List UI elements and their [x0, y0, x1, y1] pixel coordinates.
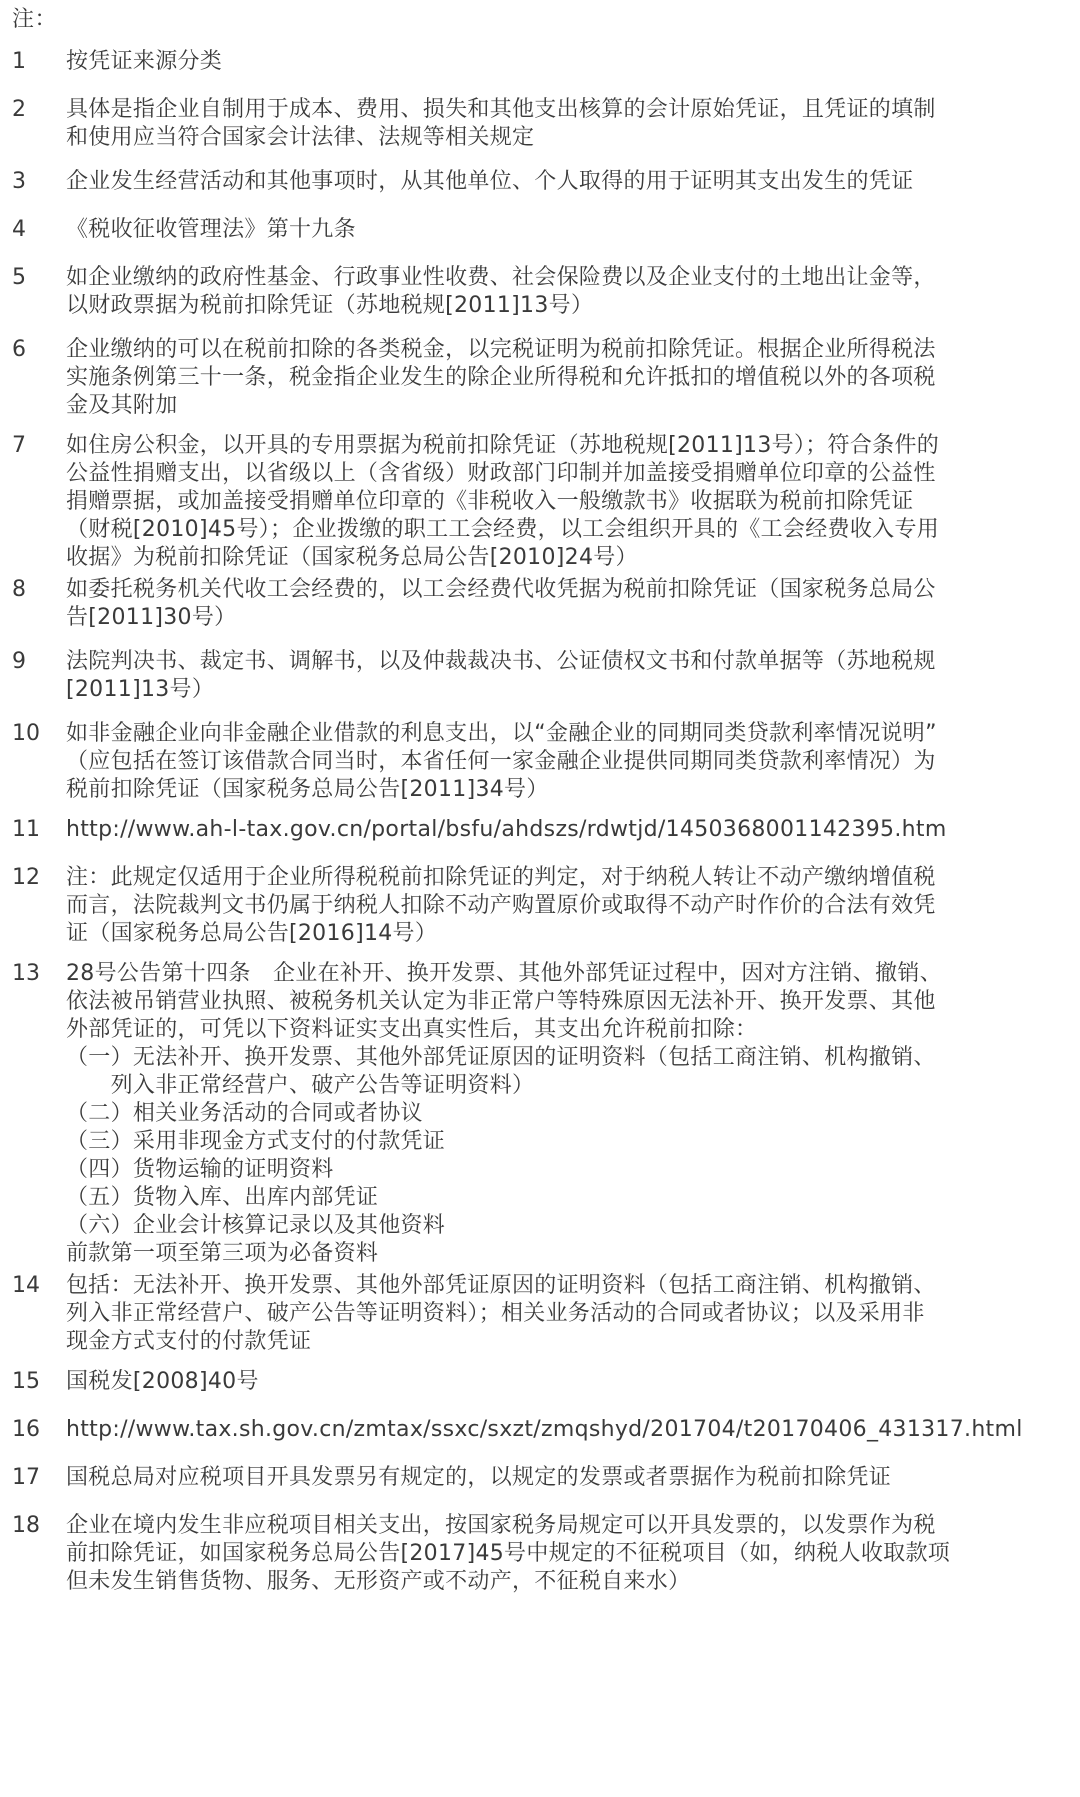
note-text: [66, 864, 1066, 948]
note-text: [66, 576, 1066, 632]
note-text-line: 企业缴纳的可以在税前扣除的各类税金，以完税证明为税前扣除凭证。根据企业所得税法: [66, 337, 936, 362]
note-text-line: 和使用应当符合国家会计法律、法规等相关规定: [66, 125, 535, 150]
note-number: 17: [12, 1465, 40, 1490]
note-item: [0, 168, 1080, 196]
note-text-line: 金及其附加: [66, 393, 178, 418]
note-item: [0, 864, 1080, 948]
note-text-line: [2011]13号）: [66, 677, 215, 702]
note-text-line: 捐赠票据，或加盖接受捐赠单位印章的《非税收入一般缴款书》收据联为税前扣除凭证: [66, 489, 914, 514]
note-item: [0, 48, 1080, 76]
note-text-line: http://www.ah-l-tax.gov.cn/portal/bsfu/ahdszs/rdwtjd/1450368001142395.htm: [66, 817, 947, 842]
note-item: [0, 1368, 1080, 1396]
note-text: [66, 720, 1066, 804]
note-text-line: 国税总局对应税项目开具发票另有规定的，以规定的发票或者票据作为税前扣除凭证: [66, 1465, 892, 1490]
note-number: 3: [12, 169, 26, 194]
note-number: 8: [12, 577, 26, 602]
note-text-line: 如企业缴纳的政府性基金、行政事业性收费、社会保险费以及企业支付的土地出让金等，: [66, 265, 936, 290]
note-item: [0, 1416, 1080, 1444]
note-text-line: 现金方式支付的付款凭证: [66, 1329, 312, 1354]
note-text: [66, 96, 1066, 152]
note-text-line: 收据》为税前扣除凭证（国家税务总局公告[2010]24号）: [66, 545, 638, 570]
note-text-line: 而言，法院裁判文书仍属于纳税人扣除不动产购置原价或取得不动产时作价的合法有效凭: [66, 893, 936, 918]
note-text-line: 如住房公积金，以开具的专用票据为税前扣除凭证（苏地税规[2011]13号）；符合条件的: [66, 433, 940, 458]
note-text-line: （财税[2010]45号）；企业拨缴的职工工会经费，以工会组织开具的《工会经费收入专用: [66, 517, 940, 542]
note-item: [0, 1464, 1080, 1492]
note-text-line: 公益性捐赠支出，以省级以上（含省级）财政部门印制并加盖接受捐赠单位印章的公益性: [66, 461, 936, 486]
note-text-line: （六）企业会计核算记录以及其他资料: [66, 1213, 446, 1238]
note-text-line: 以财政票据为税前扣除凭证（苏地税规[2011]13号）: [66, 293, 594, 318]
note-number: 7: [12, 433, 26, 458]
notes-heading: 注：: [12, 7, 58, 32]
note-text: [66, 1464, 1066, 1492]
note-number: 6: [12, 337, 26, 362]
note-text-line: 依法被吊销营业执照、被税务机关认定为非正常户等特殊原因无法补开、换开发票、其他: [66, 989, 936, 1014]
note-number: 15: [12, 1369, 40, 1394]
note-text-line: 国税发[2008]40号: [66, 1369, 259, 1394]
note-text-line: （一）无法补开、换开发票、其他外部凭证原因的证明资料（包括工商注销、机构撤销、: [66, 1045, 936, 1070]
note-text: [66, 1416, 1066, 1444]
note-item: [0, 432, 1080, 572]
note-text: [66, 1512, 1066, 1596]
note-number: 12: [12, 865, 40, 890]
note-text: [66, 816, 1066, 844]
note-item: [0, 216, 1080, 244]
note-item: [0, 576, 1080, 632]
note-number: 11: [12, 817, 40, 842]
note-text-line: 具体是指企业自制用于成本、费用、损失和其他支出核算的会计原始凭证，且凭证的填制: [66, 97, 936, 122]
note-item: [0, 816, 1080, 844]
note-text-line: 法院判决书、裁定书、调解书，以及仲裁裁决书、公证债权文书和付款单据等（苏地税规: [66, 649, 936, 674]
note-text-line: （应包括在签订该借款合同当时，本省任何一家金融企业提供同期同类贷款利率情况）为: [66, 749, 936, 774]
note-text-line: http://www.tax.sh.gov.cn/zmtax/ssxc/sxzt/zmqshyd/201704/t20170406_431317.html: [66, 1417, 1023, 1442]
note-text-line: 包括：无法补开、换开发票、其他外部凭证原因的证明资料（包括工商注销、机构撤销、: [66, 1273, 936, 1298]
note-text: [66, 432, 1066, 572]
note-text-line: 实施条例第三十一条，税金指企业发生的除企业所得税和允许抵扣的增值税以外的各项税: [66, 365, 936, 390]
note-item: [0, 96, 1080, 152]
note-number: 10: [12, 721, 40, 746]
note-text-line: 28号公告第十四条 企业在补开、换开发票、其他外部凭证过程中，因对方注销、撤销、: [66, 961, 942, 986]
note-text: [66, 1368, 1066, 1396]
note-text-line: 企业发生经营活动和其他事项时，从其他单位、个人取得的用于证明其支出发生的凭证: [66, 169, 914, 194]
note-item: [0, 720, 1080, 804]
note-text-line: 前款第一项至第三项为必备资料: [66, 1241, 379, 1266]
note-item: [0, 264, 1080, 320]
note-number: 1: [12, 49, 26, 74]
note-text-line: 外部凭证的，可凭以下资料证实支出真实性后，其支出允许税前扣除：: [66, 1017, 758, 1042]
note-text-line: 但未发生销售货物、服务、无形资产或不动产，不征税自来水）: [66, 1569, 691, 1594]
note-text-line: 列入非正常经营户、破产公告等证明资料）: [66, 1073, 535, 1098]
note-number: 13: [12, 961, 40, 986]
note-number: 18: [12, 1513, 40, 1538]
note-text-line: 注：此规定仅适用于企业所得税税前扣除凭证的判定，对于纳税人转让不动产缴纳增值税: [66, 865, 936, 890]
note-text-line: （五）货物入库、出库内部凭证: [66, 1185, 379, 1210]
note-text-line: 前扣除凭证，如国家税务总局公告[2017]45号中规定的不征税项目（如，纳税人收取款项: [66, 1541, 951, 1566]
note-text-line: 税前扣除凭证（国家税务总局公告[2011]34号）: [66, 777, 549, 802]
note-text-line: （三）采用非现金方式支付的付款凭证: [66, 1129, 446, 1154]
note-item: [0, 648, 1080, 704]
note-text-line: 告[2011]30号）: [66, 605, 237, 630]
note-text-line: （二）相关业务活动的合同或者协议: [66, 1101, 423, 1126]
note-number: 16: [12, 1417, 40, 1442]
note-number: 14: [12, 1273, 40, 1298]
note-text: [66, 216, 1066, 244]
note-text-line: （四）货物运输的证明资料: [66, 1157, 334, 1182]
note-text: [66, 648, 1066, 704]
note-text-line: 证（国家税务总局公告[2016]14号）: [66, 921, 438, 946]
note-text-line: 如委托税务机关代收工会经费的，以工会经费代收凭据为税前扣除凭证（国家税务总局公: [66, 577, 936, 602]
note-text: [66, 48, 1066, 76]
note-number: 9: [12, 649, 26, 674]
note-text: [66, 264, 1066, 320]
note-text-line: 企业在境内发生非应税项目相关支出，按国家税务局规定可以开具发票的，以发票作为税: [66, 1513, 936, 1538]
note-item: [0, 960, 1080, 1268]
note-number: 4: [12, 217, 26, 242]
note-number: 5: [12, 265, 26, 290]
note-item: [0, 1512, 1080, 1596]
note-text-line: 按凭证来源分类: [66, 49, 223, 74]
note-text: [66, 1272, 1066, 1356]
note-text-line: 如非金融企业向非金融企业借款的利息支出，以“金融企业的同期同类贷款利率情况说明”: [66, 721, 937, 746]
note-text: [66, 960, 1066, 1268]
note-text: [66, 168, 1066, 196]
note-item: [0, 1272, 1080, 1356]
note-text-line: 《税收征收管理法》第十九条: [66, 217, 356, 242]
note-text-line: 列入非正常经营户、破产公告等证明资料）；相关业务活动的合同或者协议；以及采用非: [66, 1301, 925, 1326]
note-item: [0, 336, 1080, 420]
note-number: 2: [12, 97, 26, 122]
note-text: [66, 336, 1066, 420]
